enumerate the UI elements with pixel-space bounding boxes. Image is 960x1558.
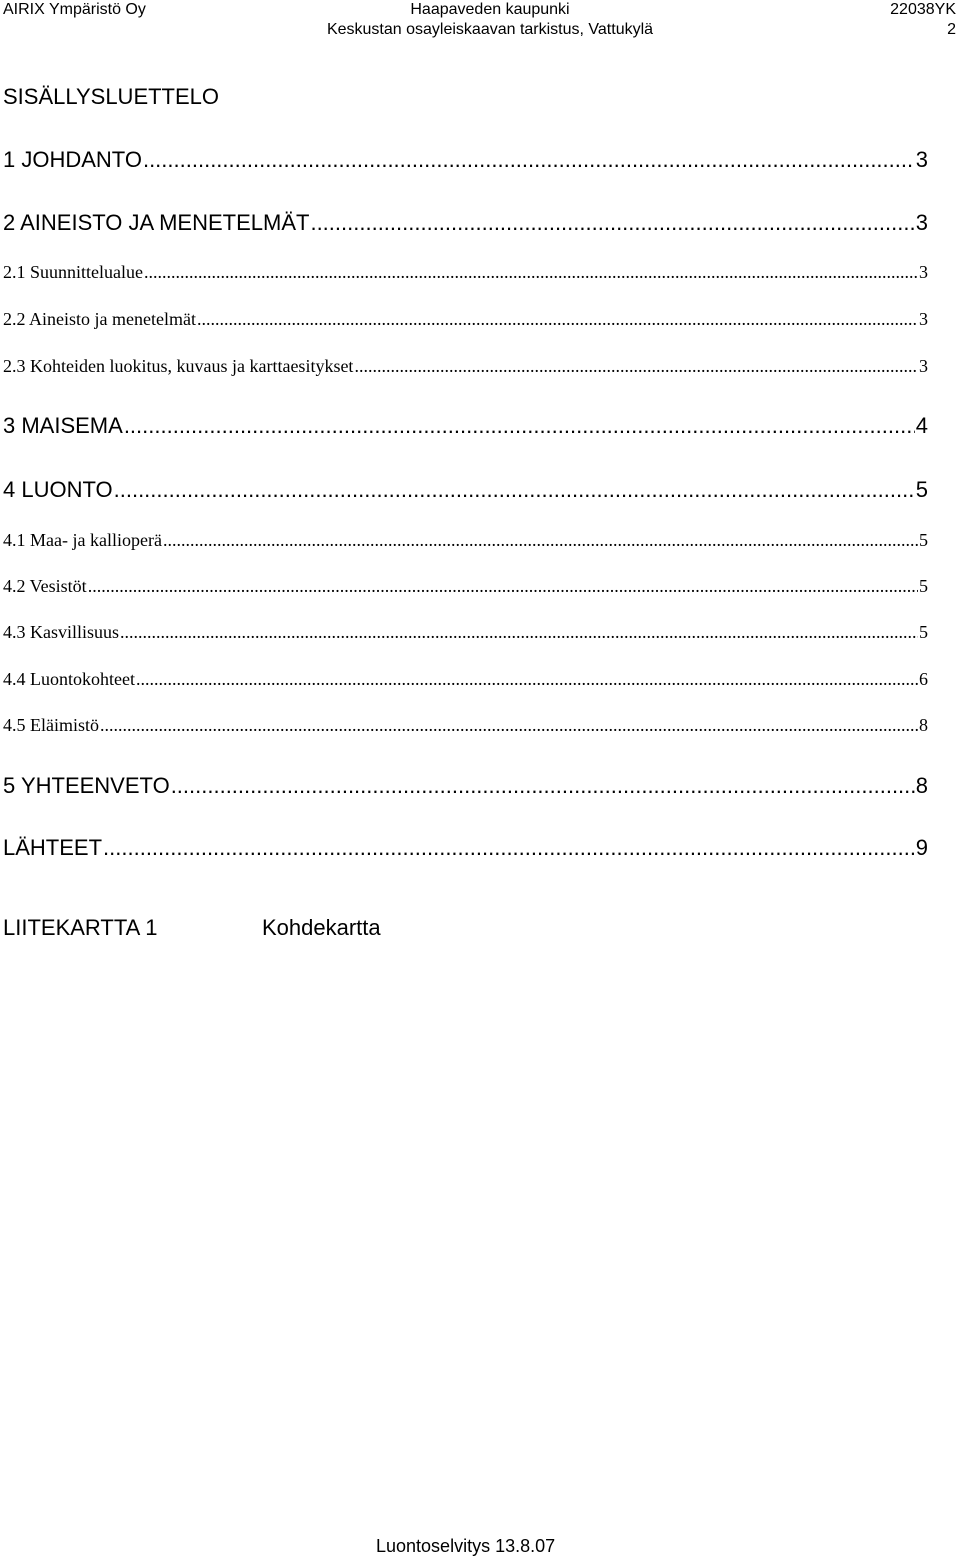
toc-entry[interactable] [3, 413, 928, 439]
toc-entry[interactable] [3, 575, 928, 597]
toc-entry[interactable] [3, 621, 928, 643]
dot-leader [124, 413, 915, 439]
toc-entry-page: 5 [919, 530, 928, 550]
toc-entry-page: 8 [915, 773, 928, 798]
toc-entry-title: 2.2 Aineisto ja menetelmät [3, 309, 196, 329]
toc-entry[interactable] [3, 261, 928, 283]
toc-entry-title: 2 AINEISTO JA MENETELMÄT [3, 210, 310, 235]
toc-entry[interactable] [3, 668, 928, 690]
dot-leader [120, 621, 918, 643]
appendix-name: Kohdekartta [262, 915, 381, 940]
header-project-code: 22038YK [890, 1, 956, 18]
toc-heading: SISÄLLYSLUETTELO [3, 84, 220, 109]
toc-entry-title: 4.5 Eläimistö [3, 715, 99, 735]
toc-entry[interactable] [3, 835, 928, 861]
toc-entry-title: 5 YHTEENVETO [3, 773, 170, 798]
header-client: Haapaveden kaupunki [410, 1, 570, 18]
toc-entry[interactable] [3, 714, 928, 736]
toc-entry-title: 4.2 Vesistöt [3, 576, 87, 596]
dot-leader [114, 477, 915, 503]
dot-leader [163, 529, 918, 551]
dot-leader [310, 210, 914, 236]
toc-entry-page: 6 [919, 669, 928, 689]
dot-leader [354, 355, 918, 377]
dot-leader [88, 575, 918, 597]
toc-entry[interactable] [3, 308, 928, 330]
toc-entry-title: 3 MAISEMA [3, 413, 123, 438]
toc-entry-title: LÄHTEET [3, 835, 103, 860]
toc-entry-page: 4 [915, 413, 928, 438]
page-header-row-1 [0, 0, 960, 20]
toc-entry[interactable] [3, 477, 928, 503]
toc-entry-title: 2.1 Suunnittelualue [3, 262, 143, 282]
toc-entry-page: 5 [919, 622, 928, 642]
page-footer: Luontoselvitys 13.8.07 [376, 1536, 556, 1556]
toc-entry-page: 8 [919, 715, 928, 735]
dot-leader [136, 668, 918, 690]
toc-entry-title: 4.1 Maa- ja kallioperä [3, 530, 162, 550]
appendix-label: LIITEKARTTA 1 [3, 915, 158, 940]
toc-entry[interactable] [3, 355, 928, 377]
dot-leader [171, 773, 915, 799]
toc-entry[interactable] [3, 147, 928, 173]
toc-entry-page: 9 [915, 835, 928, 860]
toc-entry-page: 5 [919, 576, 928, 596]
dot-leader [144, 261, 918, 283]
header-project-title: Keskustan osayleiskaavan tarkistus, Vattukylä [326, 21, 654, 38]
toc-entry-title: 4 LUONTO [3, 477, 113, 502]
page-header-row-2 [0, 20, 960, 40]
toc-entry[interactable] [3, 529, 928, 551]
toc-entry-page: 3 [919, 356, 928, 376]
toc-entry-page: 3 [919, 262, 928, 282]
toc-entry-title: 4.4 Luontokohteet [3, 669, 135, 689]
toc-entry[interactable] [3, 773, 928, 799]
toc-entry-title: 1 JOHDANTO [3, 147, 142, 172]
header-page-number: 2 [947, 21, 956, 38]
toc-entry[interactable] [3, 210, 928, 236]
toc-entry-page: 3 [915, 210, 928, 235]
dot-leader [100, 714, 918, 736]
toc-entry-title: 4.3 Kasvillisuus [3, 622, 120, 642]
dot-leader [197, 308, 918, 330]
toc-entry-title: 2.3 Kohteiden luokitus, kuvaus ja karttaesitykset [3, 356, 354, 376]
header-company: AIRIX Ympäristö Oy [3, 1, 146, 18]
dot-leader [143, 147, 915, 173]
toc-entry-page: 3 [919, 309, 928, 329]
toc-entry-page: 3 [915, 147, 928, 172]
toc-entry-page: 5 [915, 477, 928, 502]
dot-leader [103, 835, 915, 861]
